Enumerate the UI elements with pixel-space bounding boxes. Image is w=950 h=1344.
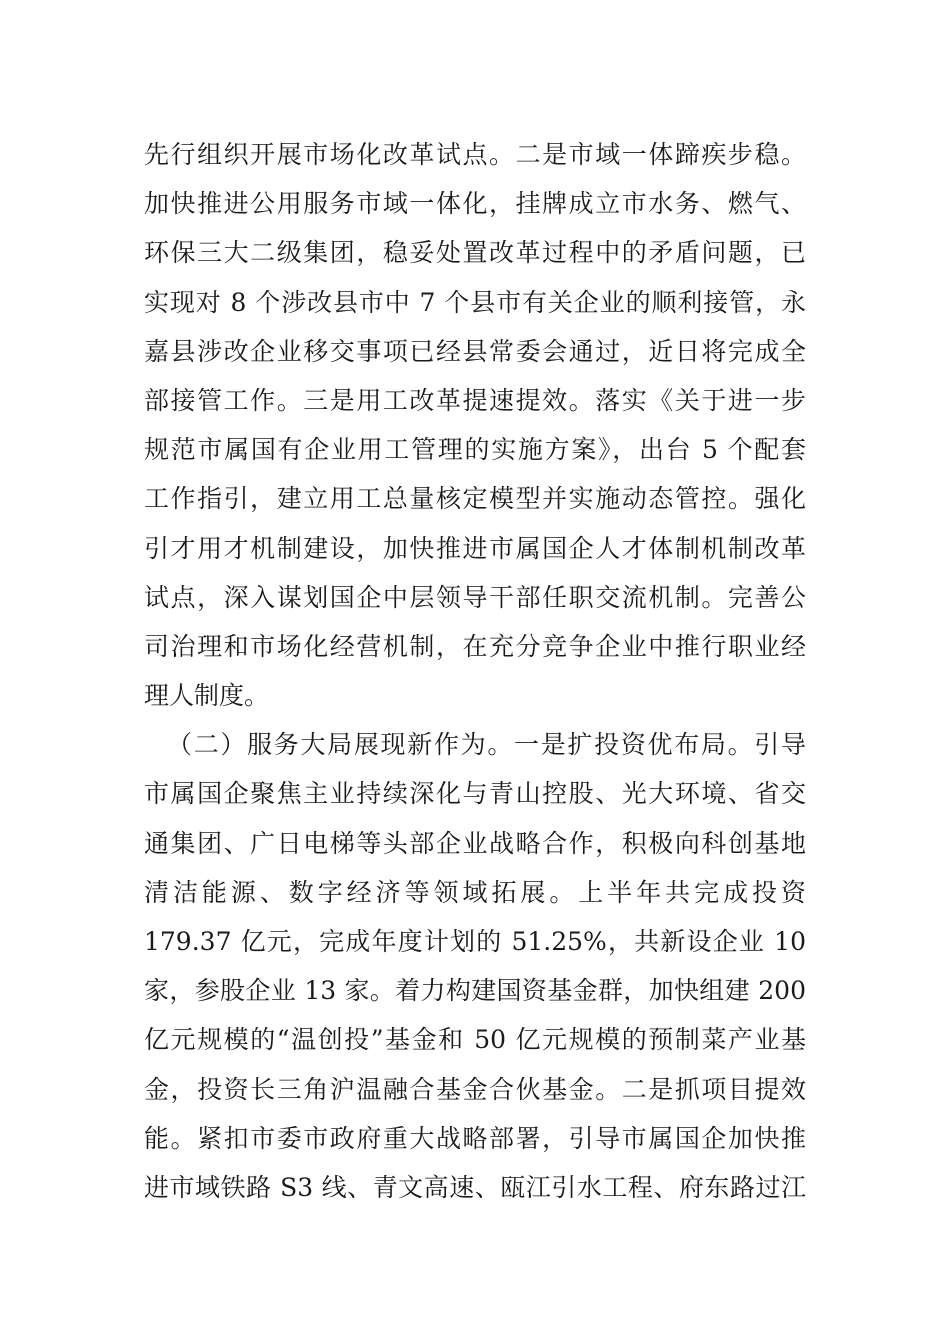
text-line: 加快推进公用服务市域一体化，挂牌成立市水务、燃气、: [144, 189, 806, 219]
text-line: 金，投资长三角沪温融合基金合伙基金。二是抓项目提效: [144, 1074, 806, 1104]
text-line: 部接管工作。三是用工改革提速提效。落实《关于进一步: [144, 385, 806, 415]
text-line: 引才用才机制建设，加快推进市属国企人才体制机制改革: [144, 533, 806, 563]
text-line: 规范市属国有企业用工管理的实施方案》，出台 5 个配套: [144, 435, 806, 465]
text-line: 市属国企聚焦主业持续深化与青山控股、光大环境、省交: [144, 779, 806, 809]
text-line: 通集团、广日电梯等头部企业战略合作，积极向科创基地: [144, 828, 806, 858]
text-line: 司治理和市场化经营机制，在充分竞争企业中推行职业经: [144, 631, 806, 661]
text-line: 环保三大二级集团，稳妥处置改革过程中的矛盾问题，已: [144, 238, 806, 268]
text-line: 亿元规模的“温创投”基金和 50 亿元规模的预制菜产业基: [144, 1025, 806, 1055]
paragraph-service-overall: [144, 720, 806, 1212]
text-line: 179.37 亿元，完成年度计划的 51.25%，共新设企业 10: [144, 927, 806, 956]
text-line: 试点，深入谋划国企中层领导干部任职交流机制。完善公: [144, 582, 806, 612]
text-line: 先行组织开展市场化改革试点。二是市域一体蹄疾步稳。: [144, 140, 806, 169]
text-line: 工作指引，建立用工总量核定模型并实施动态管控。强化: [144, 484, 806, 514]
paragraph-continued: [144, 130, 806, 720]
text-line: 家，参股企业 13 家。着力构建国资基金群，加快组建 200: [144, 976, 806, 1006]
text-line: 能。紧扣市委市政府重大战略部署，引导市属国企加快推: [144, 1123, 806, 1153]
text-line: 进市域铁路 S3 线、青文高速、瓯江引水工程、府东路过江: [144, 1172, 806, 1202]
text-line: 清洁能源、数字经济等领域拓展。上半年共完成投资: [144, 877, 806, 907]
text-line: 理人制度。: [144, 681, 270, 711]
text-line: 实现对 8 个涉改县市中 7 个县市有关企业的顺利接管，永: [144, 287, 806, 317]
section-heading-line: （二）服务大局展现新作为。一是扩投资优布局。引导: [167, 730, 806, 760]
text-line: 嘉县涉改企业移交事项已经县常委会通过，近日将完成全: [144, 336, 806, 366]
body-text: [144, 130, 806, 1212]
